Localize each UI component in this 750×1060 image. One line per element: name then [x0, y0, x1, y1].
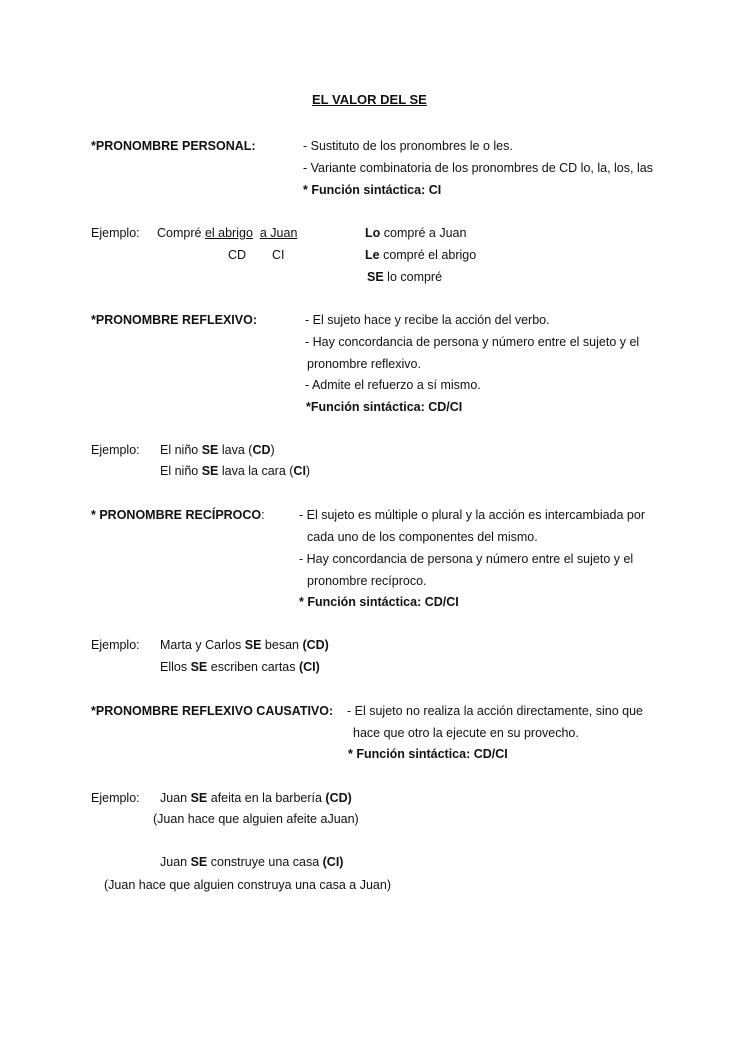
causativo-example-2: Juan SE construye una casa (CI) [160, 855, 344, 869]
personal-desc-1: - Sustituto de los pronombres le o les. [303, 139, 513, 153]
page-title: EL VALOR DEL SE [312, 92, 427, 107]
reflexivo-heading: *PRONOMBRE REFLEXIVO: [91, 313, 257, 327]
personal-result-1: Lo compré a Juan [365, 226, 467, 240]
ci-label: CI [272, 248, 285, 262]
cd-underlined: el abrigo [204, 226, 253, 240]
causativo-example-1-note: (Juan hace que alguien afeite aJuan) [153, 812, 359, 826]
reflexivo-example-1: El niño SE lava (CD) [160, 443, 275, 457]
personal-result-2: Le compré el abrigo [365, 248, 477, 262]
personal-desc-2: - Variante combinatoria de los pronombres de CD lo, la, los, las [303, 161, 653, 175]
causativo-desc-1: - El sujeto no realiza la acción directamente, sino que [347, 704, 643, 718]
causativo-function: * Función sintáctica: CD/CI [348, 747, 508, 761]
reciproco-example-2: Ellos SE escriben cartas (CI) [160, 660, 320, 674]
causativo-example-2-note: (Juan hace que alguien construya una casa a Juan) [104, 878, 391, 892]
cd-label: CD [228, 248, 247, 262]
reflexivo-desc-1: - El sujeto hace y recibe la acción del verbo. [305, 313, 550, 327]
reflexivo-desc-2: - Hay concordancia de persona y número entre el sujeto y el [305, 335, 640, 349]
personal-result-3: SE lo compré [367, 270, 443, 284]
causativo-heading: *PRONOMBRE REFLEXIVO CAUSATIVO: [91, 704, 334, 718]
reciproco-example-1: Marta y Carlos SE besan (CD) [160, 638, 329, 652]
personal-example-label: Ejemplo: [91, 226, 140, 240]
causativo-desc-1b: hace que otro la ejecute en su provecho. [353, 726, 579, 740]
reflexivo-desc-3: - Admite el refuerzo a sí mismo. [305, 378, 481, 392]
personal-function: * Función sintáctica: CI [303, 183, 442, 197]
personal-example-sentence: Compré el abrigo a Juan [157, 226, 298, 240]
reciproco-desc-2b: pronombre recíproco. [307, 574, 427, 588]
causativo-example-label: Ejemplo: [91, 791, 140, 805]
personal-heading: *PRONOMBRE PERSONAL: [91, 139, 256, 153]
reciproco-desc-1: - El sujeto es múltiple o plural y la acción es intercambiada por [299, 508, 646, 522]
reflexivo-function: *Función sintáctica: CD/CI [306, 400, 463, 414]
reciproco-function: * Función sintáctica: CD/CI [299, 595, 459, 609]
reciproco-desc-2: - Hay concordancia de persona y número entre el sujeto y el [299, 552, 634, 566]
reciproco-example-label: Ejemplo: [91, 638, 140, 652]
reflexivo-example-2: El niño SE lava la cara (CI) [160, 464, 311, 478]
ci-underlined: a Juan [259, 226, 298, 240]
reflexivo-example-label: Ejemplo: [91, 443, 140, 457]
reflexivo-desc-2b: pronombre reflexivo. [307, 357, 421, 371]
reciproco-heading: * PRONOMBRE RECÍPROCO: [91, 508, 265, 522]
causativo-example-1: Juan SE afeita en la barbería (CD) [160, 791, 352, 805]
reciproco-desc-1b: cada uno de los componentes del mismo. [307, 530, 538, 544]
